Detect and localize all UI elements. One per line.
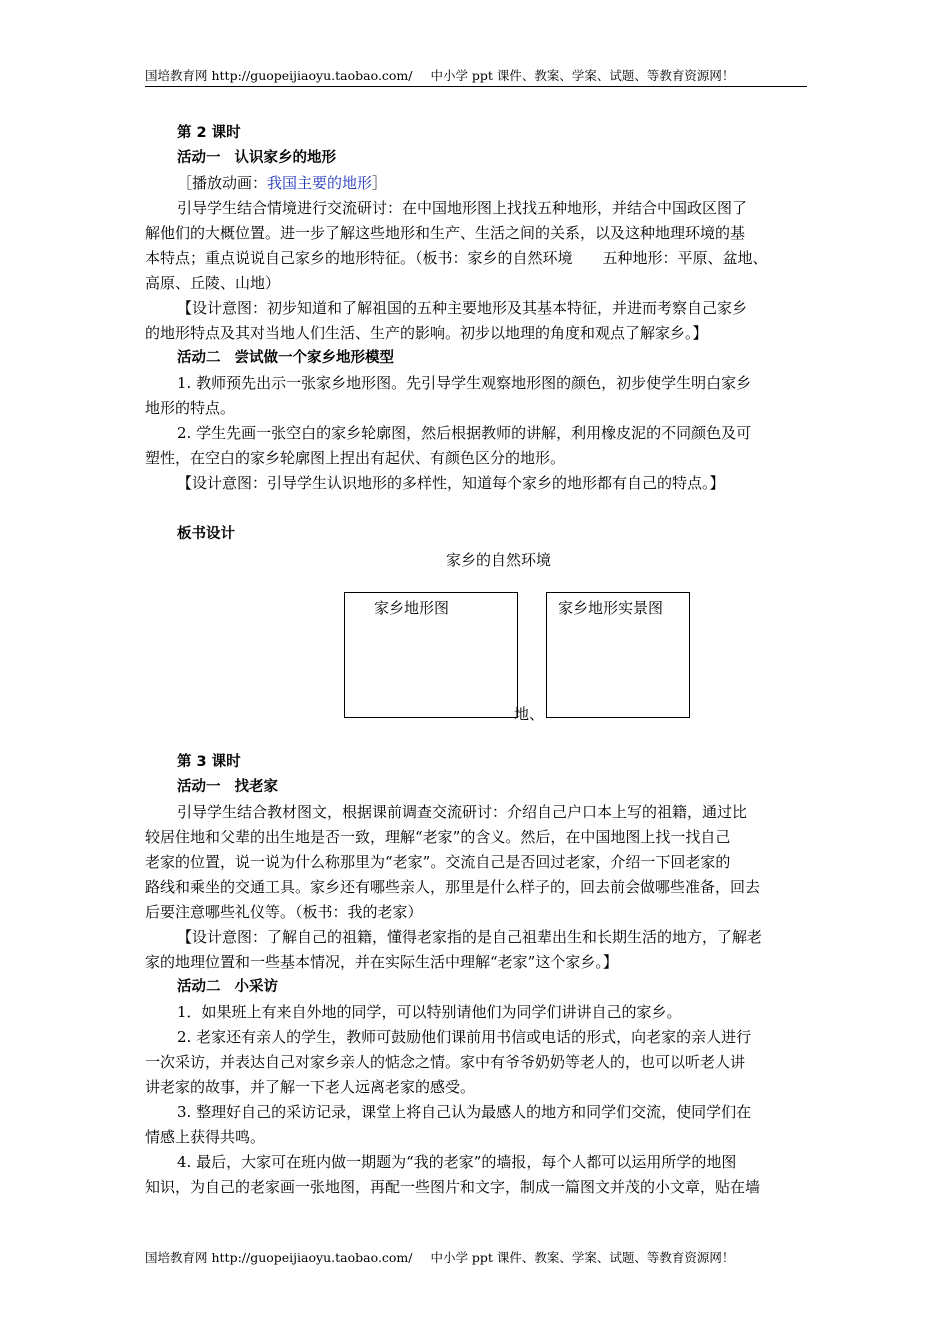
board-text-fragment: 地、: [514, 705, 545, 723]
step-line: 塑性，在空白的家乡轮廓图上捏出有起伏、有颜色区分的地形。: [145, 449, 566, 467]
step-line: 讲老家的故事，并了解一下老人远离老家的感受。: [145, 1078, 476, 1096]
activity-label: 活动二: [177, 979, 221, 995]
activity-title: 找老家: [234, 779, 278, 795]
lesson3-activity2-heading: [177, 977, 278, 997]
activity-label: 活动二: [177, 350, 221, 366]
step-line: 情感上获得共鸣。: [145, 1128, 266, 1146]
step-line: 3. 整理好自己的采访记录，课堂上将自己认为最感人的地方和同学们交流，使同学们在: [177, 1103, 752, 1121]
paragraph-line: 解他们的大概位置。进一步了解这些地形和生产、生活之间的关系，以及这种地理环境的基: [145, 224, 746, 242]
step-line: 1．如果班上有来自外地的同学，可以特别请他们为同学们讲讲自己的家乡。: [177, 1003, 682, 1021]
board-box-terrain-map-label: 家乡地形图: [374, 599, 450, 617]
step-line: 知识，为自己的老家画一张地图，再配一些图片和文字，制成一篇图文并茂的小文章，贴在墙: [145, 1178, 761, 1196]
board-design-title: 板书设计: [177, 526, 235, 542]
paragraph-line: 高原、丘陵、山地）: [145, 274, 281, 292]
activity-label: 活动一: [177, 150, 221, 166]
footer-tagline: 中小学 ppt 课件、教案、学案、试题、等教育资源网！: [430, 1250, 735, 1265]
page-header: [145, 66, 807, 87]
board-center-title: 家乡的自然环境: [446, 551, 552, 569]
lesson2-activity1-heading: [177, 148, 336, 168]
paragraph-line: 较居住地和父辈的出生地是否一致，理解“老家”的含义。然后，在中国地图上找一找自己: [145, 828, 731, 846]
header-site[interactable]: 国培教育网 http://guopeijiaoyu.taobao.com/: [145, 68, 413, 83]
lesson2-title: 第 2 课时: [177, 125, 241, 141]
step-line: 2. 老家还有亲人的学生，教师可鼓励他们课前用书信或电话的形式，向老家的亲人进行: [177, 1028, 752, 1046]
paragraph-line: 引导学生结合情境进行交流研讨：在中国地形图上找找五种地形，并结合中国政区图了: [177, 199, 748, 217]
design-intent-line: 的地形特点及其对当地人们生活、生产的影响。初步以地理的角度和观点了解家乡。】: [145, 324, 708, 342]
step-line: 一次采访，并表达自己对家乡亲人的惦念之情。家中有爷爷奶奶等老人的，也可以听老人讲: [145, 1053, 746, 1071]
activity-title: 尝试做一个家乡地形模型: [234, 350, 394, 366]
paragraph-line: 路线和乘坐的交通工具。家乡还有哪些亲人，那里是什么样子的，回去前会做哪些准备，回去: [145, 878, 761, 896]
step-line: 1. 教师预先出示一张家乡地形图。先引导学生观察地形图的颜色，初步使学生明白家乡: [177, 374, 752, 392]
design-intent-line: 【设计意图：初步知道和了解祖国的五种主要地形及其基本特征，并进而考察自己家乡: [177, 299, 748, 317]
lesson3-activity1-heading: [177, 777, 278, 797]
design-intent-line: 家的地理位置和一些基本情况，并在实际生活中理解“老家”这个家乡。】: [145, 953, 618, 971]
board-box-terrain-photo-label: 家乡地形实景图: [558, 599, 664, 617]
step-line: 地形的特点。: [145, 399, 236, 417]
page-footer: [145, 1248, 807, 1266]
paragraph-line: 引导学生结合教材图文，根据课前调查交流研讨：介绍自己户口本上写的祖籍，通过比: [177, 803, 748, 821]
footer-site[interactable]: 国培教育网 http://guopeijiaoyu.taobao.com/: [145, 1250, 413, 1265]
play-animation-note: [177, 173, 387, 193]
activity-label: 活动一: [177, 779, 221, 795]
lesson2-activity2-heading: [177, 348, 394, 368]
activity-title: 认识家乡的地形: [234, 150, 336, 166]
paragraph-line: 后要注意哪些礼仪等。（板书：我的老家）: [145, 903, 423, 921]
activity-title: 小采访: [234, 979, 278, 995]
animation-link[interactable]: 我国主要的地形: [267, 174, 373, 192]
play-prefix: ［播放动画：: [177, 174, 268, 192]
play-suffix: ］: [372, 174, 388, 192]
paragraph-line: 本特点；重点说说自己家乡的地形特征。（板书：家乡的自然环境 五种地形：平原、盆地、: [145, 249, 768, 267]
paragraph-line: 老家的位置，说一说为什么称那里为“老家”。交流自己是否回过老家，介绍一下回老家的: [145, 853, 731, 871]
design-intent-line: 【设计意图：了解自己的祖籍，懂得老家指的是自己祖辈出生和长期生活的地方，了解老: [177, 928, 763, 946]
step-line: 4. 最后，大家可在班内做一期题为“我的老家”的墙报，每个人都可以运用所学的地图: [177, 1153, 737, 1171]
lesson3-title: 第 3 课时: [177, 754, 241, 770]
step-line: 2. 学生先画一张空白的家乡轮廓图，然后根据教师的讲解，利用橡皮泥的不同颜色及可: [177, 424, 752, 442]
header-tagline: 中小学 ppt 课件、教案、学案、试题、等教育资源网！: [430, 68, 735, 83]
design-intent-line: 【设计意图：引导学生认识地形的多样性，知道每个家乡的地形都有自己的特点。】: [177, 474, 725, 492]
